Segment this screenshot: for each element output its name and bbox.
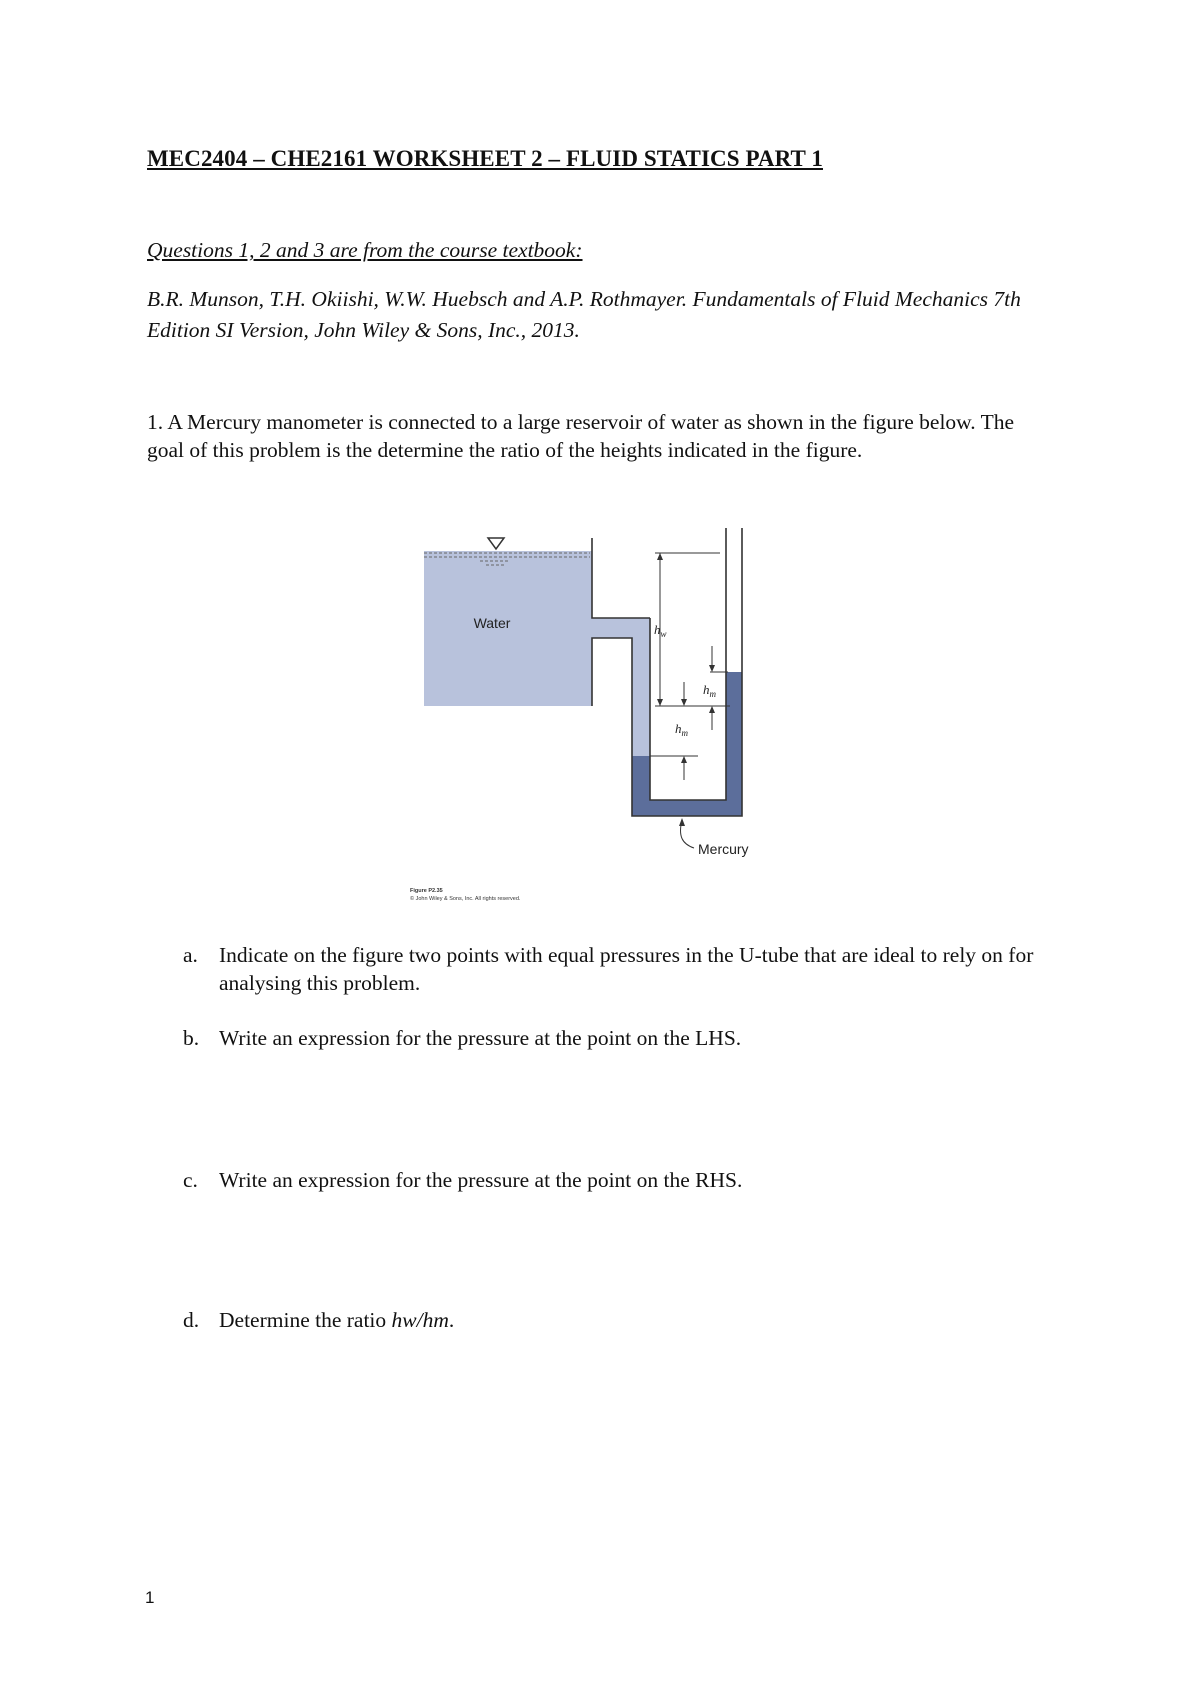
hm-label-left: $h_m$ (675, 721, 688, 738)
item-text: Write an expression for the pressure at the point on the RHS. (219, 1168, 743, 1192)
figure-caption-line2: © John Wiley & Sons, Inc. All rights reserved. (410, 896, 521, 902)
manometer-figure (410, 518, 810, 910)
hw-top-arrow (657, 553, 663, 560)
page-number: 1 (145, 1588, 155, 1607)
item-label: b. (183, 1026, 200, 1050)
left-leg-outer (650, 528, 726, 800)
ratio-symbol: hw/hm (391, 1308, 449, 1332)
item-label: d. (183, 1308, 200, 1332)
question-1c (183, 1166, 1063, 1194)
hw-label: $h_w$ (654, 622, 667, 639)
left-leg-water (632, 638, 650, 756)
item-label: a. (183, 943, 198, 967)
item-text: Indicate on the figure two points with equal pressures in the U-tube that are ideal to rely on for analysing this problem. (219, 943, 1034, 995)
reservoir-right-wall (592, 538, 650, 618)
connecting-pipe-water (592, 618, 650, 638)
item-text: Determine the ratio hw/hm. (219, 1308, 455, 1332)
question-1b (183, 1024, 1063, 1052)
item-text: Write an expression for the pressure at the point on the LHS. (219, 1026, 742, 1050)
question-1a (183, 941, 1063, 997)
textbook-reference: B.R. Munson, T.H. Okiishi, W.W. Huebsch and A.P. Rothmayer. Fundamentals of Fluid Mechanics 7th Edition SI Version, John Wiley & Sons, Inc., 2013. (147, 287, 1021, 342)
source-intro: Questions 1, 2 and 3 are from the course textbook: (147, 238, 583, 262)
water-label: Water (473, 615, 511, 631)
page-title: MEC2404 – CHE2161 WORKSHEET 2 – FLUID STATICS PART 1 (147, 146, 823, 171)
hw-bottom-arrow (657, 699, 663, 706)
hm-label-right: $h_m$ (703, 682, 716, 699)
figure-caption-line1: Figure P2.35 (410, 888, 443, 894)
question-1d (183, 1306, 1063, 1334)
right-leg-mercury (726, 672, 742, 816)
mercury-label: Mercury (698, 841, 749, 857)
question-1-text: 1. A Mercury manometer is connected to a large reservoir of water as shown in the figure below. The goal of this problem is the determine the ratio of the heights indicated in the figure. (147, 410, 1015, 462)
item-label: c. (183, 1168, 198, 1192)
free-surface-icon (488, 538, 504, 549)
bottom-mercury (632, 800, 742, 816)
